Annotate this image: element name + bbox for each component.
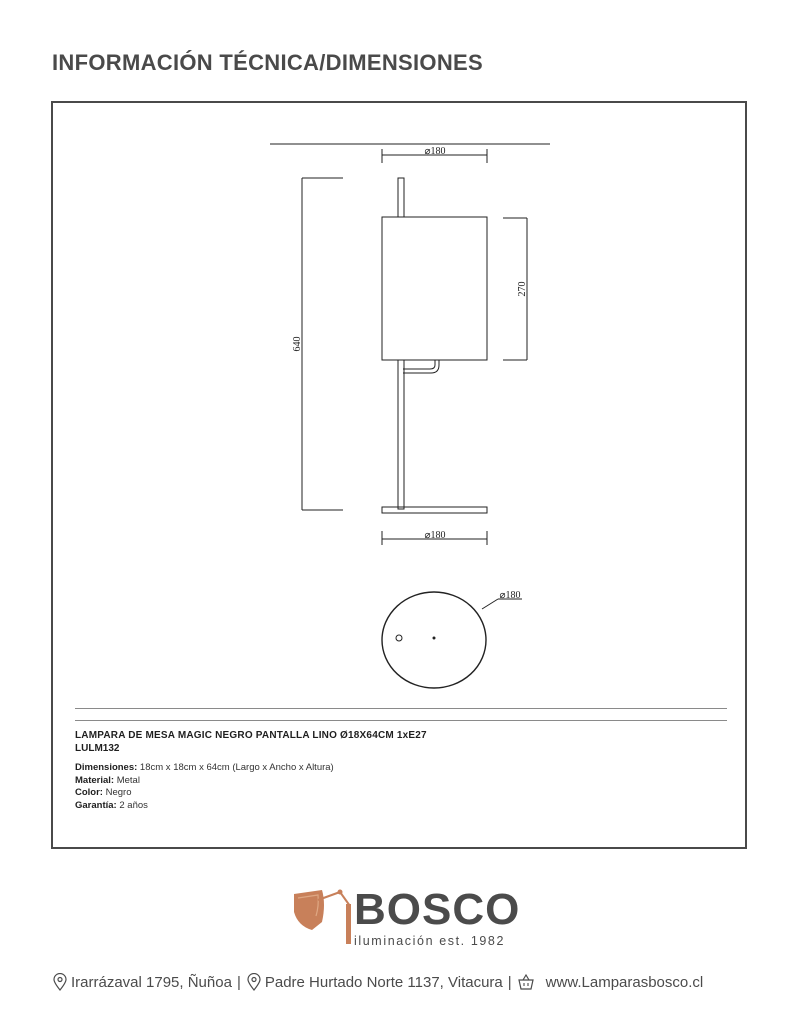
page-title: INFORMACIÓN TÉCNICA/DIMENSIONES	[52, 50, 483, 75]
divider-line-bottom	[75, 720, 727, 721]
website-link[interactable]: www.Lamparasbosco.cl	[545, 973, 704, 991]
spec-value: Negro	[102, 787, 132, 798]
shopping-basket-icon	[517, 973, 535, 991]
location-pin-icon	[246, 973, 262, 991]
total-height-label: 640	[292, 336, 303, 352]
top-width-label: ⌀180	[424, 146, 446, 157]
location-pin-icon	[52, 973, 68, 991]
divider-line-top	[75, 708, 727, 709]
spec-label: Garantía:	[75, 799, 117, 811]
address-vitacura: Padre Hurtado Norte 1137, Vitacura	[264, 973, 503, 991]
lamp-shade	[382, 217, 487, 360]
plan-diameter-label: ⌀180	[499, 590, 521, 601]
spec-label: Color:	[75, 787, 103, 798]
brand-tagline: iluminación est. 1982	[354, 934, 506, 948]
plan-center-point	[433, 637, 435, 639]
product-specs	[75, 762, 334, 812]
shade-height-label: 270	[517, 281, 528, 297]
lamp-top-rod	[398, 178, 404, 217]
footer-separator: |	[507, 973, 512, 991]
lamp-socket-bracket	[403, 360, 435, 369]
technical-sheet-frame	[51, 101, 747, 849]
spec-value: 2 años	[116, 799, 148, 811]
product-code: LULM132	[75, 743, 120, 754]
base-width-label: ⌀180	[424, 530, 446, 541]
spec-material	[75, 775, 334, 788]
spec-value: Metal	[114, 774, 140, 786]
lamp-stem	[398, 360, 404, 509]
bosco-lamp-logo-icon	[288, 884, 358, 948]
spec-label: Material:	[75, 774, 115, 786]
spec-dimensions	[75, 762, 334, 775]
spec-color	[75, 787, 334, 800]
plan-diameter-leader	[482, 599, 498, 609]
address-nunoa: Irarrázaval 1795, Ñuñoa	[71, 973, 232, 991]
product-name: LAMPARA DE MESA MAGIC NEGRO PANTALLA LINO Ø18X64CM 1xE27	[75, 730, 427, 741]
lamp-base-plan-view	[382, 592, 486, 688]
plan-hole-left	[396, 635, 402, 641]
spec-label: Dimensiones:	[75, 762, 138, 773]
brand-name: BOSCO	[354, 885, 521, 934]
spec-warranty	[75, 800, 334, 813]
spec-value: 18cm x 18cm x 64cm (Largo x Ancho x Altura)	[137, 762, 334, 773]
footer-contact	[52, 971, 772, 993]
footer-separator: |	[236, 973, 241, 991]
